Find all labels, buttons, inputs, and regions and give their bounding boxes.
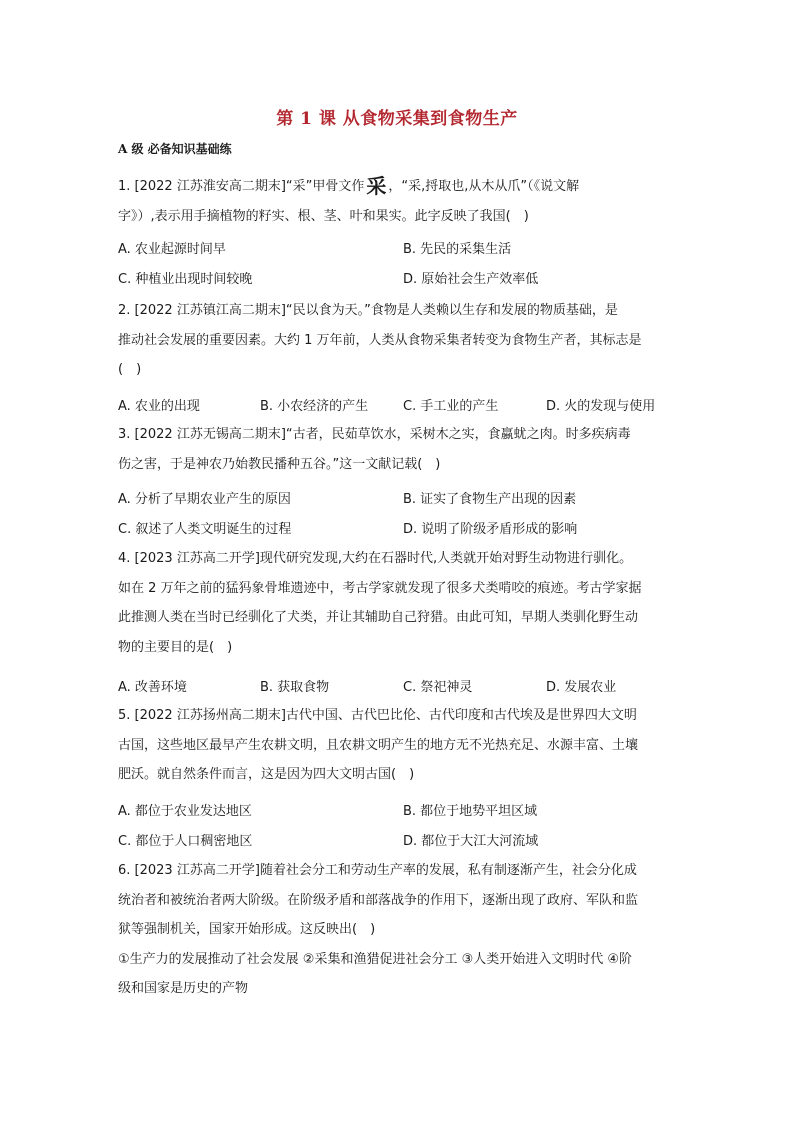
question-3 bbox=[118, 420, 678, 479]
question-line: 5. [2022 江苏扬州高二期末]古代中国、古代巴比伦、古代印度和古代埃及是世界四大文明 bbox=[118, 708, 637, 723]
question-line: 3. [2022 江苏无锡高二期末]“古者，民茹草饮水，采树木之实，食蠃蚘之肉。时多疾病毒 bbox=[118, 427, 631, 442]
option-a: A. 都位于农业发达地区 bbox=[118, 804, 252, 819]
question-6 bbox=[118, 856, 678, 1004]
option-c: C. 种植业出现时间较晚 bbox=[118, 272, 253, 287]
option-d: D. 原始社会生产效率低 bbox=[403, 272, 539, 287]
question-line: 6. [2023 江苏高二开学]随着社会分工和劳动生产率的发展，私有制逐渐产生，社会分化成 bbox=[118, 863, 637, 878]
question-4 bbox=[118, 544, 678, 662]
oracle-bone-glyph-icon: 采 bbox=[366, 174, 387, 198]
question-line: 2. [2022 江苏镇江高二期末]“民以食为天。”食物是人类赖以生存和发展的物质基础，是 bbox=[118, 303, 618, 318]
option-a: A. 分析了早期农业产生的原因 bbox=[118, 492, 291, 507]
question-1 bbox=[118, 172, 678, 231]
option-a: A. 改善环境 bbox=[118, 680, 187, 695]
question-3-options bbox=[118, 488, 678, 548]
question-line: ( ) bbox=[118, 362, 142, 377]
question-line: 4. [2023 江苏高二开学]现代研究发现,大约在石器时代,人类就开始对野生动物进行驯化。 bbox=[118, 551, 633, 566]
question-line: 狱等强制机关，国家开始形成。这反映出( ) bbox=[118, 922, 376, 937]
question-line: 统治者和被统治者两大阶级。在阶级矛盾和部落战争的作用下，逐渐出现了政府、军队和监 bbox=[118, 892, 639, 908]
question-5-options bbox=[118, 800, 678, 860]
section-heading: A 级 必备知识基础练 bbox=[118, 142, 232, 156]
question-line: ①生产力的发展推动了社会发展 ②采集和渔猎促进社会分工 ③人类开始进入文明时代 ④阶 bbox=[118, 951, 633, 967]
question-2 bbox=[118, 296, 678, 385]
option-c: C. 都位于人口稠密地区 bbox=[118, 834, 253, 849]
option-d: D. 发展农业 bbox=[546, 680, 617, 695]
lesson-title: 第 1 课 从食物采集到食物生产 bbox=[276, 109, 518, 129]
option-d: D. 说明了阶级矛盾形成的影响 bbox=[403, 522, 578, 537]
option-c: C. 手工业的产生 bbox=[403, 399, 499, 414]
option-b: B. 都位于地势平坦区域 bbox=[403, 804, 538, 819]
question-line: 字》）,表示用手摘植物的籽实、根、茎、叶和果实。此字反映了我国( ) bbox=[118, 208, 529, 224]
option-a: A. 农业的出现 bbox=[118, 399, 200, 414]
option-b: B. 先民的采集生活 bbox=[403, 242, 512, 257]
option-b: B. 小农经济的产生 bbox=[260, 399, 369, 414]
question-line: 推动社会发展的重要因素。大约 1 万年前，人类从食物采集者转变为食物生产者，其标志是 bbox=[118, 332, 642, 348]
option-a: A. 农业起源时间早 bbox=[118, 242, 226, 257]
question-line: 1. [2022 江苏淮安高二期末]“采”甲骨文作 采 ，“采,捋取也,从木从爪”（《说文解 bbox=[118, 172, 678, 202]
question-line: 古国，这些地区最早产生农耕文明，且农耕文明产生的地方无不光热充足、水源丰富、土壤 bbox=[118, 737, 639, 753]
option-d: D. 都位于大江大河流域 bbox=[403, 834, 539, 849]
option-d: D. 火的发现与使用 bbox=[546, 399, 656, 414]
option-c: C. 叙述了人类文明诞生的过程 bbox=[118, 522, 292, 537]
option-b: B. 获取食物 bbox=[260, 680, 330, 695]
question-line: 级和国家是历史的产物 bbox=[118, 981, 249, 996]
question-line: 物的主要目的是( ) bbox=[118, 639, 233, 655]
option-c: C. 祭祀神灵 bbox=[403, 680, 473, 695]
question-line: 肥沃。就自然条件而言，这是因为四大文明古国( ) bbox=[118, 767, 415, 782]
question-line: 如在 2 万年之前的猛犸象骨堆遗迹中，考古学家就发现了很多犬类啃咬的痕迹。考古学家据 bbox=[118, 580, 642, 596]
question-1-options bbox=[118, 238, 678, 298]
question-line: 此推测人类在当时已经驯化了犬类，并让其辅助自己狩猎。由此可知，早期人类驯化野生动 bbox=[118, 610, 639, 625]
question-line: 伤之害，于是神农乃始教民播种五谷。”这一文献记载( ) bbox=[118, 456, 441, 472]
option-b: B. 证实了食物生产出现的因素 bbox=[403, 492, 577, 507]
question-5 bbox=[118, 701, 678, 790]
